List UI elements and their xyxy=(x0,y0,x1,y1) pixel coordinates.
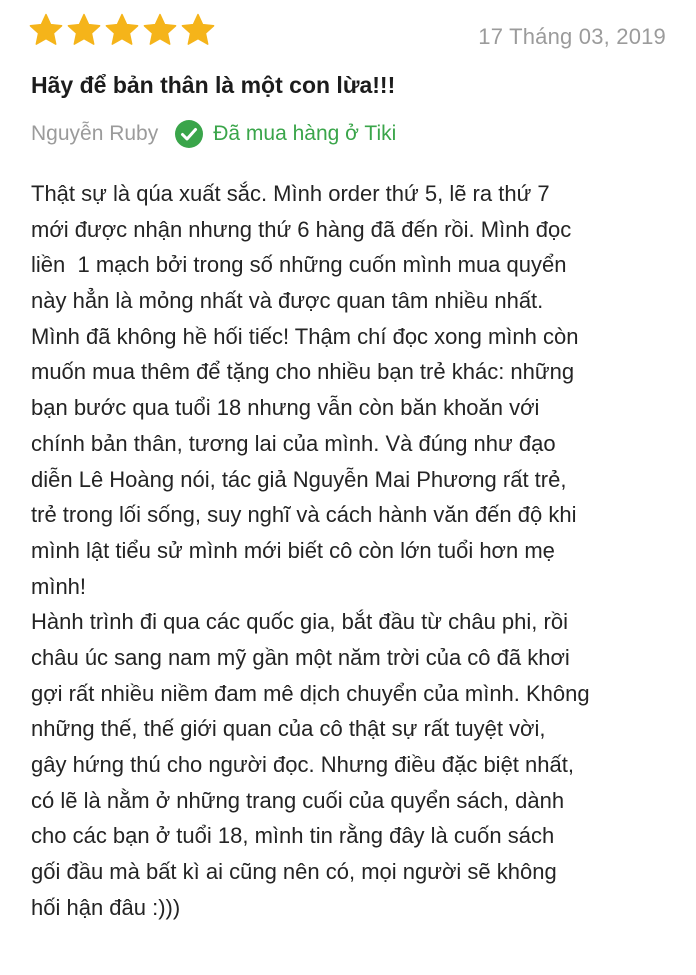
review-body-line: mình! xyxy=(31,573,87,599)
review-body-line: châu úc sang nam mỹ gần một năm trời của cô đã khơi xyxy=(31,644,570,670)
verified-purchase-label: Đã mua hàng ở Tiki xyxy=(213,122,397,145)
review-meta xyxy=(31,118,396,150)
review-body-line: Thật sự là qúa xuất sắc. Mình order thứ 5, lẽ ra thứ 7 xyxy=(31,181,550,206)
review-body-line: mình lật tiểu sử mình mới biết cô còn lớn tuổi hơn mẹ xyxy=(31,537,555,563)
review-body-line: Mình đã không hề hối tiếc! Thậm chí đọc xong mình còn xyxy=(31,323,579,349)
review-body-line: chính bản thân, tương lai của mình. Và đúng như đạo xyxy=(31,430,556,456)
review-body-line: cho các bạn ở tuổi 18, mình tin rằng đây là cuốn sách xyxy=(31,823,555,849)
author-name[interactable]: Nguyễn Ruby xyxy=(31,122,159,145)
review-body-line: mới được nhận nhưng thứ 6 hàng đã đến rồi. Mình đọc xyxy=(31,216,572,242)
review-title: Hãy để bản thân là một con lừa!!! xyxy=(31,72,396,98)
review-body-line: gây hứng thú cho người đọc. Nhưng điều đặc biệt nhất, xyxy=(31,752,574,777)
review-body xyxy=(31,176,681,925)
review-body-line: Hành trình đi qua các quốc gia, bắt đầu từ châu phi, rồi xyxy=(31,609,568,635)
review-body-line: diễn Lê Hoàng nói, tác giả Nguyễn Mai Phương rất trẻ, xyxy=(31,466,567,492)
star-icon xyxy=(66,12,102,48)
review-body-line: này hẳn là mỏng nhất và được quan tâm nhiều nhất. xyxy=(31,288,544,314)
review-body-line: trẻ trong lối sống, suy nghĩ và cách hành văn đến độ khi xyxy=(31,502,577,528)
review-body-line: liền 1 mạch bởi trong số những cuốn mình mua quyển xyxy=(31,252,567,278)
star-icon xyxy=(28,12,64,48)
review-body-line: muốn mua thêm để tặng cho nhiều bạn trẻ khác: những xyxy=(31,359,575,385)
review-body-line: gối đầu mà bất kì ai cũng nên có, mọi người sẽ không xyxy=(31,859,557,885)
review-body-line: bạn bước qua tuổi 18 nhưng vẫn còn băn khoăn với xyxy=(31,395,540,421)
review-body-line: hối hận đâu :))) xyxy=(31,894,181,920)
star-icon xyxy=(104,12,140,48)
verified-purchase-badge xyxy=(174,119,396,149)
check-circle-icon xyxy=(174,119,204,149)
star-rating xyxy=(28,12,216,48)
review-body-line: những thế, thế giới quan của cô thật sự rất tuyệt vời, xyxy=(31,716,546,742)
review-body-line: có lẽ là nằm ở những trang cuối của quyển sách, dành xyxy=(31,787,565,813)
star-icon xyxy=(180,12,216,48)
star-icon xyxy=(142,12,178,48)
review-body-line: gợi rất nhiều niềm đam mê dịch chuyển của mình. Không xyxy=(31,680,590,706)
review-date: 17 Tháng 03, 2019 xyxy=(478,24,666,49)
